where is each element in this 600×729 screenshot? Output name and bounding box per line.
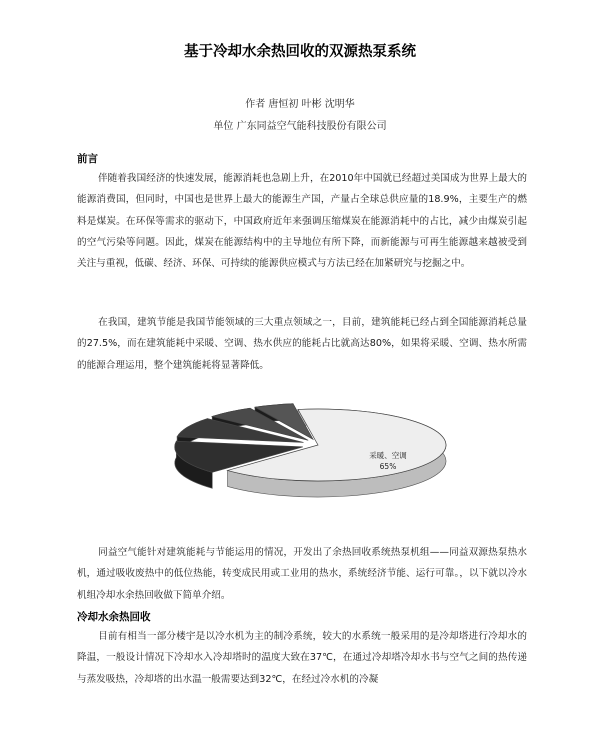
intro-paragraph-1 [77, 168, 527, 274]
slice-label-main: 采暖、空调 [369, 451, 407, 460]
energy-pie-chart [140, 385, 460, 535]
section-heading-cooling: 冷却水余热回收 [77, 611, 151, 623]
after-chart-paragraph [77, 542, 527, 606]
document-title: 基于冷却水余热回收的双源热泵系统 [184, 44, 416, 60]
cooling-paragraph [77, 626, 527, 690]
pie-chart-svg [140, 385, 460, 535]
slice-percent-main: 65% [379, 462, 397, 471]
section-heading-intro: 前言 [77, 153, 98, 165]
affiliation-line: 单位 广东同益空气能科技股份有限公司 [213, 121, 387, 132]
authors-line: 作者 唐恒初 叶彬 沈明华 [245, 99, 355, 110]
intro-paragraph-1-text: 伴随着我国经济的快速发展，能源消耗也急剧上升，在2010年中国就已经超过美国成为世界上最大的能源消费国，但同时，中国也是世界上最大的能源生产国，产量占全球总供应量的18.9%，主要生产的燃料是煤炭。在环保等需求的驱动下，中国政府近年来强调压缩煤炭在能源消耗中的占比，减少由煤炭引起的空气污染等问题。因此，煤炭在能源结构中的主导地位有所下降，而新能源与可再生能源越来越被受到关注与重视，低碳、经济、环保、可持续的能源供应模式与方法已经在加紧研究与挖掘之中。 [77, 173, 527, 270]
pie-tops [175, 404, 446, 481]
intro-paragraph-2-text: 在我国，建筑节能是我国节能领域的三大重点领域之一，目前，建筑能耗已经占到全国能源消耗总量的27.5%，而在建筑能耗中采暖、空调、热水供应的能耗占比就高达80%，如果将采暖、空调、热水所需的能源合理运用，整个建筑能耗将显著降低。 [77, 317, 527, 371]
cooling-paragraph-text: 目前有相当一部分楼宇是以冷水机为主的制冷系统，较大的水系统一般采用的是冷却塔进行冷却水的降温，一般设计情况下冷却水入冷却塔时的温度大致在37℃，在通过冷却塔冷却水书与空气之间的热传递与蒸发吸热，冷却塔的出水温一般需要达到32℃，在经过冷水机的冷凝 [77, 631, 527, 685]
after-chart-paragraph-text: 同益空气能针对建筑能耗与节能运用的情况，开发出了余热回收系统热泵机组——同益双源热泵热水机，通过吸收废热中的低位热能，转变成民用或工业用的热水，系统经济节能、运行可靠。，以下就以冷水机组冷却水余热回收做下简单介绍。 [77, 547, 527, 601]
intro-paragraph-2 [77, 312, 527, 376]
